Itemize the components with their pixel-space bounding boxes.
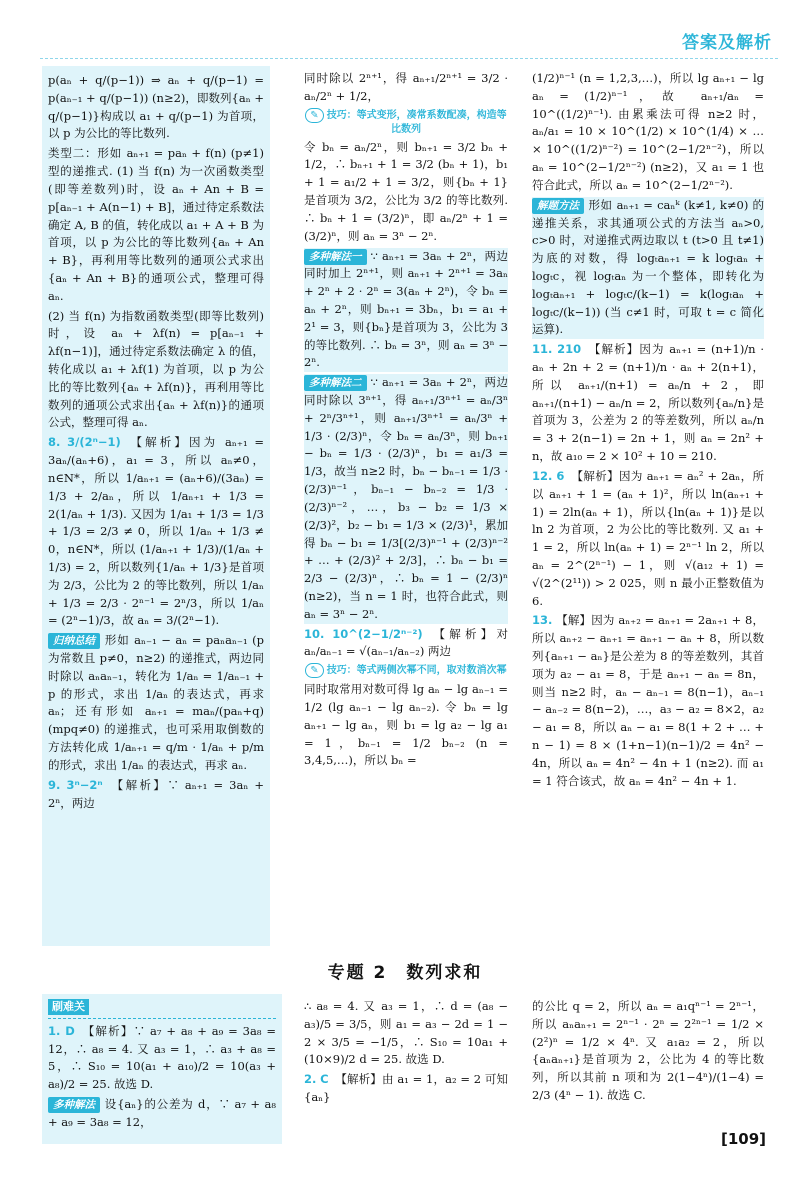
- summary-tag: 归纳总结: [48, 633, 100, 649]
- question-number: 13.: [532, 613, 553, 628]
- note-text: 技巧：等式两侧次幂不同，取对数消次幂: [326, 665, 507, 677]
- answer-value: 3ⁿ−2ⁿ: [66, 777, 103, 792]
- question-2: [304, 1071, 508, 1107]
- method-box: [532, 197, 764, 340]
- analysis-label: 【解析】: [335, 1072, 382, 1087]
- note-text: 技巧：等式变形，凑常系数配凑，构造等比数列: [326, 109, 507, 135]
- analysis-text: ∵ a₇ + a₈ + a₉ = 3a₈ = 12，∴ a₈ = 4. 又 a₃ = 1，∴ a₃ + a₈ = 5，∴ S₁₀ = 10(a₁ + a₁₀)/2 = 10(a₃ + a₈)/2 = 25. 故选 D.: [48, 1023, 276, 1092]
- analysis-text: 对 aₙ/aₙ₋₁ = √(aₙ₋₁/aₙ₋₂) 两边: [304, 626, 509, 659]
- method-tag: 多种解法: [48, 1097, 100, 1113]
- question-1: [48, 1023, 276, 1094]
- question-number: 12.: [532, 468, 553, 483]
- method-text: ∵ aₙ₊₁ = 3aₙ + 2ⁿ，两边同时加上 2ⁿ⁺¹，则 aₙ₊₁ + 2ⁿ⁺¹ = 3aₙ + 2ⁿ + 2 · 2ⁿ = 3(aₙ + 2ⁿ)，令 bₙ = aₙ + 2ⁿ，则 bₙ₊₁ = 3bₙ，b₁ = a₁ + 2¹ = 3，则{bₙ}是首项为 3，公比为 3 的等比数列. ∴ bₙ = 3ⁿ，则 aₙ = 3ⁿ − 2ⁿ.: [304, 248, 508, 370]
- analysis-text: ∵ aₙ₊₁ = 3aₙ + 2ⁿ，两边: [48, 777, 265, 810]
- method-box: [304, 248, 508, 373]
- answer-value: 10^(2−1/2ⁿ⁻²): [332, 626, 423, 641]
- method-tag: 解题方法: [532, 198, 584, 214]
- bottom-column-right: [528, 994, 768, 1144]
- method-tag: 多种解法一: [304, 249, 367, 265]
- technique-note: [304, 108, 508, 136]
- question-13: [532, 612, 764, 790]
- question-number: 10.: [304, 626, 325, 641]
- summary-text: 形如 aₙ₋₁ − aₙ = paₙaₙ₋₁ (p 为常数且 p≠0，n≥2) 的递推式，两边同时除以 aₙaₙ₋₁，转化为 1/aₙ = 1/aₙ₋₁ + p 的形式，求出 1/aₙ 的表达式，再求 aₙ；还有形如 aₙ₊₁ = maₙ/(paₙ+q) (mpq≠0) 的递推式，也可采用取倒数的方法转化成 1/aₙ₊₁ = q/m · 1/aₙ + p/m 的形式，求出 1/aₙ 的表达式，再求 aₙ.: [48, 633, 264, 772]
- analysis-text: 因为 aₙ₊₂ = aₙ₊₁ = 2aₙ₊₁ + 8，所以 aₙ₊₂ − aₙ₊₁ = aₙ₊₁ − aₙ + 8，所以数列{aₙ₊₁ − aₙ}是公差为 8 的等差数列，其首项为 a₂ − a₁ = 8，于是 aₙ₊₁ − aₙ = 8n，则当 n≥2 时，aₙ − aₙ₋₁ = 8(n−1)，aₙ₋₁ − aₙ₋₂ = 8(n−2)，…，a₃ − a₂ = 8×2，a₂ − a₁ = 8，所以 aₙ − a₁ = 8(1 + 2 + … + n − 1) = 8 × (1+n−1)(n−1)/2 = 4n² − 4n，所以 aₙ = 4n² − 4n + 1 (n≥2). 而 a₁ = 1 符合该式，故 aₙ = 4n² − 4n + 1.: [532, 613, 765, 788]
- difficulty-header: [48, 998, 276, 1016]
- answer-value: 3/(2ⁿ−1): [67, 435, 121, 450]
- header-divider: [40, 58, 778, 59]
- question-10: [304, 626, 508, 662]
- bottom-column-left: [42, 994, 282, 1144]
- question-8: [48, 434, 264, 630]
- text-paragraph: 类型二：形如 aₙ₊₁ = paₙ + f(n) (p≠1) 型的递推式. (1) 当 f(n) 为一次函数类型(即等差数列)时，设 aₙ + An + B = p[aₙ₋₁ + A(n−1) + B]，通过待定系数法确定 A, B 的值，转化成以 a₁ + A + B 为首项，以 p 为公比的等比数列{aₙ + An + B}，再利用等比数列的通项公式求出{aₙ + An + B}的通项公式，整理可得 aₙ.: [48, 146, 264, 303]
- analysis-text: 由 a₁ = 1，a₂ = 2 可知{aₙ}: [304, 1072, 509, 1105]
- question-9: [48, 777, 264, 813]
- analysis-label: 【解析】: [130, 435, 190, 450]
- text-paragraph: 令 bₙ = aₙ/2ⁿ，则 bₙ₊₁ = 3/2 bₙ + 1/2，∴ bₙ₊₁ + 1 = 3/2 (bₙ + 1)，b₁ + 1 = a₁/2 + 1 = 3/2，则{bₙ + 1}是首项为 3/2，公比为 3/2 的等比数列. ∴ bₙ + 1 = (3/2)ⁿ，即 aₙ/2ⁿ + 1 = (3/2)ⁿ，则 aₙ = 3ⁿ − 2ⁿ.: [304, 139, 508, 243]
- answer-value: 210: [557, 342, 582, 357]
- column-middle: [300, 66, 512, 946]
- answer-value: C: [320, 1072, 329, 1087]
- question-number: 1.: [48, 1023, 61, 1038]
- method-tag: 多种解法二: [304, 375, 367, 391]
- question-number: 11.: [532, 342, 553, 357]
- method-text: ∵ aₙ₊₁ = 3aₙ + 2ⁿ，两边同时除以 3ⁿ⁺¹，得 aₙ₊₁/3ⁿ⁺¹ = aₙ/3ⁿ + 2ⁿ/3ⁿ⁺¹，则 aₙ₊₁/3ⁿ⁺¹ = aₙ/3ⁿ + 1/3 · (2/3)ⁿ，令 bₙ = aₙ/3ⁿ，则 bₙ₊₁ − bₙ = 1/3 · (2/3)ⁿ，b₁ = a₁/3 = 1/3，故当 n≥2 时，bₙ − bₙ₋₁ = 1/3 · (2/3)ⁿ⁻¹，bₙ₋₁ − bₙ₋₂ = 1/3 · (2/3)ⁿ⁻²，…，b₃ − b₂ = 1/3 × (2/3)²，b₂ − b₁ = 1/3 × (2/3)¹，累加得 bₙ − b₁ = 1/3[(2/3)ⁿ⁻¹ + (2/3)ⁿ⁻² + … + (2/3)² + 2/3]，∴ bₙ − b₁ = 2/3 − (2/3)ⁿ，∴ bₙ = 1 − (2/3)ⁿ (n≥2)，当 n = 1 时，也符合此式，则 aₙ = 3ⁿ − 2ⁿ.: [304, 375, 508, 621]
- method-text: 设{aₙ}的公差为 d，∵ a₇ + a₈ + a₉ = 3a₈ = 12，: [48, 1097, 276, 1129]
- text-paragraph: 的公比 q = 2，所以 aₙ = a₁qⁿ⁻¹ = 2ⁿ⁻¹，所以 aₙaₙ₊₁ = 2ⁿ⁻¹ · 2ⁿ = 2²ⁿ⁻¹ = 1/2 × (2²)ⁿ = 1/2 × 4ⁿ. 又 a₁a₂ = 2，所以{aₙaₙ₊₁}是首项为 2，公比为 4 的等比数列，所以其前 n 项和为 2(1−4ⁿ)/(1−4) = 2/3 (4ⁿ − 1). 故选 C.: [532, 999, 764, 1103]
- difficulty-badge: 刷难关: [48, 999, 89, 1015]
- text-paragraph: (2) 当 f(n) 为指数函数类型(即等比数列)时，设 aₙ + λf(n) = p[aₙ₋₁ + λf(n−1)]，通过待定系数法确定 λ 的值，转化成以 a₁ + λf(1) 为首项，以 p 为公比的等比数列{aₙ + λf(n)}，再利用等比数列的通项公式求出{aₙ + λf(n)}的通项公式，整理可得 aₙ.: [48, 308, 264, 430]
- question-number: 2.: [304, 1072, 317, 1087]
- question-number: 9.: [48, 777, 61, 792]
- method-text: 形如 aₙ₊₁ = caₙᵏ (k≠1, k≠0) 的递推关系，求其通项公式的方法当 aₙ>0, c>0 时，对递推式两边取以 t (t>0 且 t≠1) 为底的对数，得 logₜaₙ₊₁ = k logₜaₙ + logₜc，视 logₜaₙ 为一个整体，即转化为 logₜaₙ₊₁ + logₜc/(k−1) = k(logₜaₙ + logₜc/(k−1)) (当 c≠1 时，可取 t = c 简化运算).: [532, 197, 764, 337]
- summary-box: [48, 632, 264, 775]
- text-paragraph: p(aₙ + q/(p−1)) ⇒ aₙ + q/(p−1) = p(aₙ₋₁ + q/(p−1)) (n≥2)，即数列{aₙ + q/(p−1)}构成以 a₁ + q/(p−1) 为首项，以 p 为公比的等比数列.: [48, 73, 264, 141]
- text-paragraph: 同时取常用对数可得 lg aₙ − lg aₙ₋₁ = 1/2 (lg aₙ₋₁ − lg aₙ₋₂). 令 bₙ = lg aₙ₊₁ − lg aₙ，则 b₁ = lg a₂ − lg a₁ = 1，bₙ₋₁ = 1/2 bₙ₋₂ (n = 3,4,5,…)，所以 bₙ =: [304, 682, 508, 768]
- analysis-label: 【解】: [556, 613, 592, 628]
- method-box: [48, 1096, 276, 1132]
- method-box: [304, 374, 508, 623]
- bottom-column-middle: [300, 994, 512, 1144]
- header-title: 答案及解析: [682, 33, 772, 53]
- analysis-text: 因为 aₙ₊₁ = 3aₙ/(aₙ+6)，a₁ = 3，所以 aₙ≠0，n∈N*，所以 1/aₙ₊₁ = (aₙ+6)/(3aₙ) = 1/3 + 2/aₙ，所以 1/aₙ₊₁ + 1/3 = 2(1/aₙ + 1/3). 又因为 1/a₁ + 1/3 = 1/3 + 1/3 = 2/3 ≠ 0，所以 1/aₙ + 1/3 ≠ 0，n∈N*，所以 (1/aₙ₊₁ + 1/3)/(1/aₙ + 1/3) = 2，所以数列{1/aₙ + 1/3}是首项为 2/3，公比为 2 的等比数列，所以 1/aₙ + 1/3 = 2/3 · 2ⁿ⁻¹ = 2ⁿ/3，所以 1/aₙ = (2ⁿ−1)/3，故 aₙ = 3/(2ⁿ−1).: [48, 435, 264, 628]
- page-header: [0, 0, 800, 60]
- analysis-text: 因为 aₙ₊₁ = aₙ² + 2aₙ，所以 aₙ₊₁ + 1 = (aₙ + 1)²，所以 ln(aₙ₊₁ + 1) = 2ln(aₙ + 1)，所以{ln(aₙ + 1)}是以 ln 2 为首项，2 为公比的等比数列. 又 a₁ + 1 = 2，所以 ln(aₙ + 1) = 2ⁿ⁻¹ ln 2，所以 aₙ = 2^(2ⁿ⁻¹) − 1，则 √(a₁₂ + 1) = √(2^(2¹¹)) > 2 025，则 n 最小正整数值为 6.: [532, 468, 765, 608]
- technique-note: [304, 663, 508, 678]
- analysis-text: 因为 aₙ₊₁ = (n+1)/n · aₙ + 2n + 2 = (n+1)/n · aₙ + 2(n+1)，所以 aₙ₊₁/(n+1) = aₙ/n + 2，即 aₙ₊₁/(n+1) − aₙ/n = 2，所以数列{aₙ/n}是首项为 3，公差为 2 的等差数列，所以 aₙ/n = 3 + 2(n−1) = 2n + 1，则 aₙ = 2n² + n，故 a₁₀ = 2 × 10² + 10 = 210.: [532, 342, 765, 464]
- answer-value: 6: [556, 468, 565, 483]
- text-paragraph: (1/2)ⁿ⁻¹ (n = 1,2,3,…)，所以 lg aₙ₊₁ − lg aₙ = (1/2)ⁿ⁻¹，故 aₙ₊₁/aₙ = 10^((1/2)ⁿ⁻¹). 由累乘法可得 n≥2 时，aₙ/a₁ = 10 × 10^(1/2) × 10^(1/4) × … × 10^((1/2)ⁿ⁻²) = 10^(2−1/2ⁿ⁻²)，所以 aₙ = 10^(2−1/2ⁿ⁻²) (n≥2)，又 a₁ = 1 也符合此式，所以 aₙ = 10^(2−1/2ⁿ⁻²).: [532, 71, 764, 192]
- page-number-value: 109: [727, 1130, 760, 1148]
- section-title: 专题 2 数列求和: [327, 963, 483, 983]
- analysis-label: 【解析】: [588, 342, 640, 357]
- question-11: [532, 341, 764, 466]
- question-12: [532, 468, 764, 611]
- column-right: [528, 66, 768, 946]
- column-left: [42, 66, 270, 946]
- analysis-label: 【解析】: [571, 468, 619, 483]
- text-paragraph: ∴ a₈ = 4. 又 a₃ = 1，∴ d = (a₈ − a₃)/5 = 3/5，则 a₁ = a₃ − 2d = 1 − 2 × 3/5 = −1/5，∴ S₁₀ = 10a₁ + (10×9)/2 d = 25. 故选 D.: [304, 999, 508, 1067]
- question-number: 8.: [48, 435, 61, 450]
- analysis-label: 【解析】: [82, 1023, 134, 1038]
- lightbulb-icon: ✎: [305, 108, 323, 123]
- section-header: [42, 958, 768, 988]
- analysis-label: 【解析】: [111, 777, 168, 792]
- divider: [48, 1018, 276, 1019]
- lightbulb-icon: ✎: [305, 663, 323, 678]
- page-number: [109]: [720, 1130, 766, 1148]
- analysis-label: 【解析】: [433, 626, 497, 641]
- text-paragraph: 同时除以 2ⁿ⁺¹，得 aₙ₊₁/2ⁿ⁺¹ = 3/2 · aₙ/2ⁿ + 1/2，: [304, 71, 508, 103]
- answer-value: D: [65, 1023, 75, 1038]
